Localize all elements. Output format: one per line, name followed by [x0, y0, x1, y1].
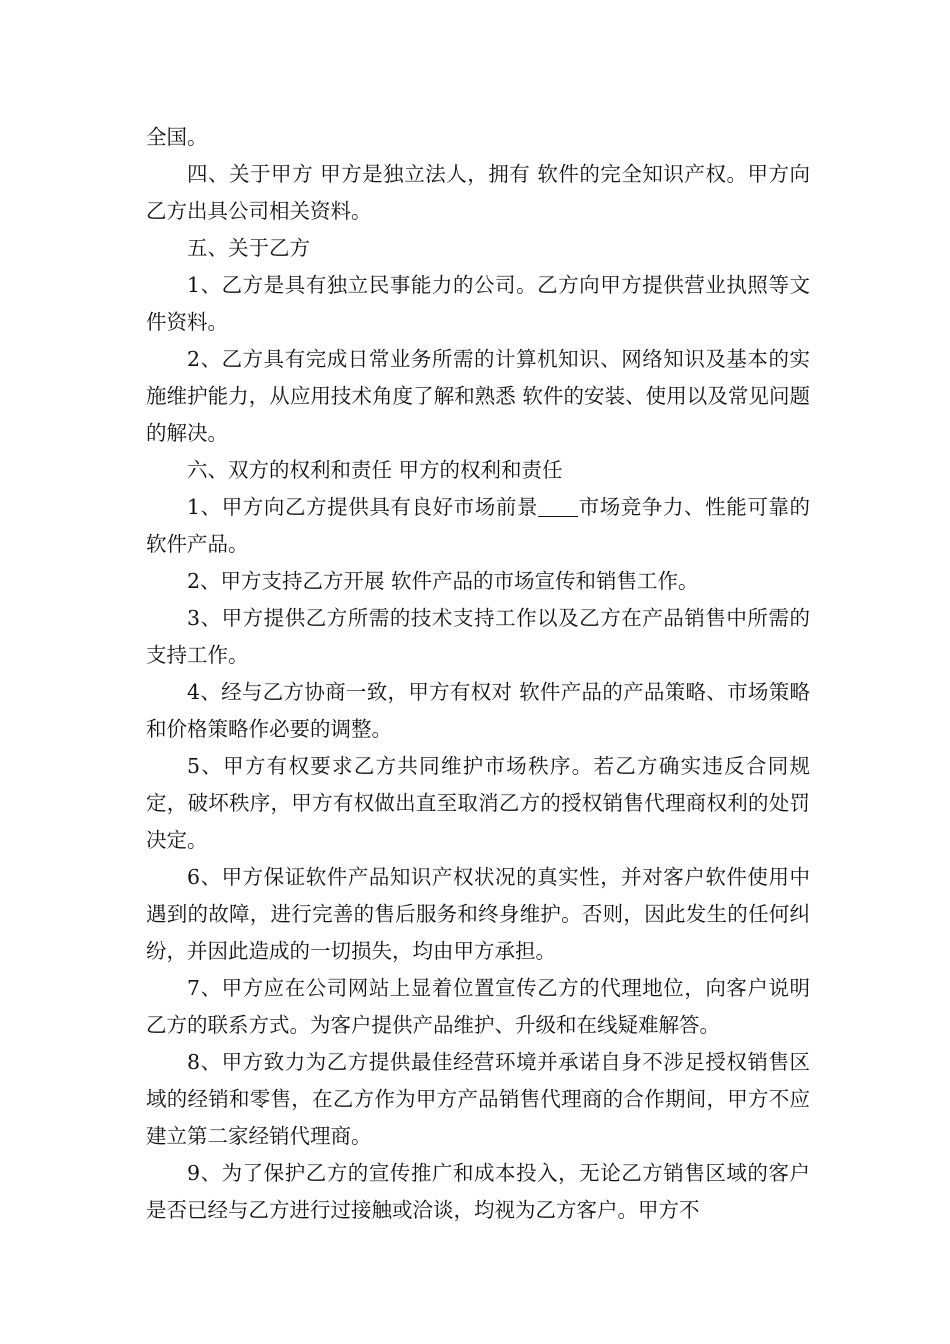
- clause-1-text-before: 1、甲方向乙方提供具有良好市场前景: [187, 495, 539, 519]
- party-a-right-clause-1: [146, 489, 810, 563]
- section-five-heading: 五、关于乙方: [187, 236, 310, 260]
- party-a-right-clause-9: 9、为了保护乙方的宣传推广和成本投入，无论乙方销售区域的客户是否已经与乙方进行过接触或洽谈，均视为乙方客户。甲方不: [146, 1161, 810, 1222]
- document-page: [146, 119, 810, 1229]
- clause-1-text-after: 市场竞争力、性能可靠的 软件产品。: [146, 495, 810, 556]
- party-a-right-clause-2: 2、甲方支持乙方开展 软件产品的市场宣传和销售工作。: [187, 569, 699, 593]
- paragraph-continuation: 全国。: [146, 125, 208, 149]
- section-four-about-party-a: 四、关于甲方 甲方是独立法人，拥有 软件的完全知识产权。甲方向乙方出具公司相关资料。: [146, 162, 810, 223]
- party-b-clause-2: 2、乙方具有完成日常业务所需的计算机知识、网络知识及基本的实施维护能力，从应用技术角度了解和熟悉 软件的安装、使用以及常见问题的解决。: [146, 347, 810, 445]
- party-a-right-clause-8: 8、甲方致力为乙方提供最佳经营环境并承诺自身不涉足授权销售区域的经销和零售，在乙方作为甲方产品销售代理商的合作期间，甲方不应建立第二家经销代理商。: [146, 1050, 810, 1148]
- party-a-right-clause-3: 3、甲方提供乙方所需的技术支持工作以及乙方在产品销售中所需的支持工作。: [146, 606, 810, 667]
- party-b-clause-1: 1、乙方是具有独立民事能力的公司。乙方向甲方提供营业执照等文件资料。: [146, 273, 810, 334]
- party-a-right-clause-7: 7、甲方应在公司网站上显着位置宣传乙方的代理地位，向客户说明乙方的联系方式。为客户提供产品维护、升级和在线疑难解答。: [146, 976, 810, 1037]
- party-a-right-clause-6: 6、甲方保证软件产品知识产权状况的真实性，并对客户软件使用中遇到的故障，进行完善的售后服务和终身维护。否则，因此发生的任何纠纷，并因此造成的一切损失，均由甲方承担。: [146, 865, 810, 963]
- party-a-right-clause-4: 4、经与乙方协商一致，甲方有权对 软件产品的产品策略、市场策略和价格策略作必要的调整。: [146, 680, 810, 741]
- fill-in-blank: [538, 496, 578, 518]
- section-six-heading: 六、双方的权利和责任 甲方的权利和责任: [187, 458, 563, 482]
- party-a-right-clause-5: 5、甲方有权要求乙方共同维护市场秩序。若乙方确实违反合同规定，破坏秩序，甲方有权做出直至取消乙方的授权销售代理商权利的处罚决定。: [146, 754, 810, 852]
